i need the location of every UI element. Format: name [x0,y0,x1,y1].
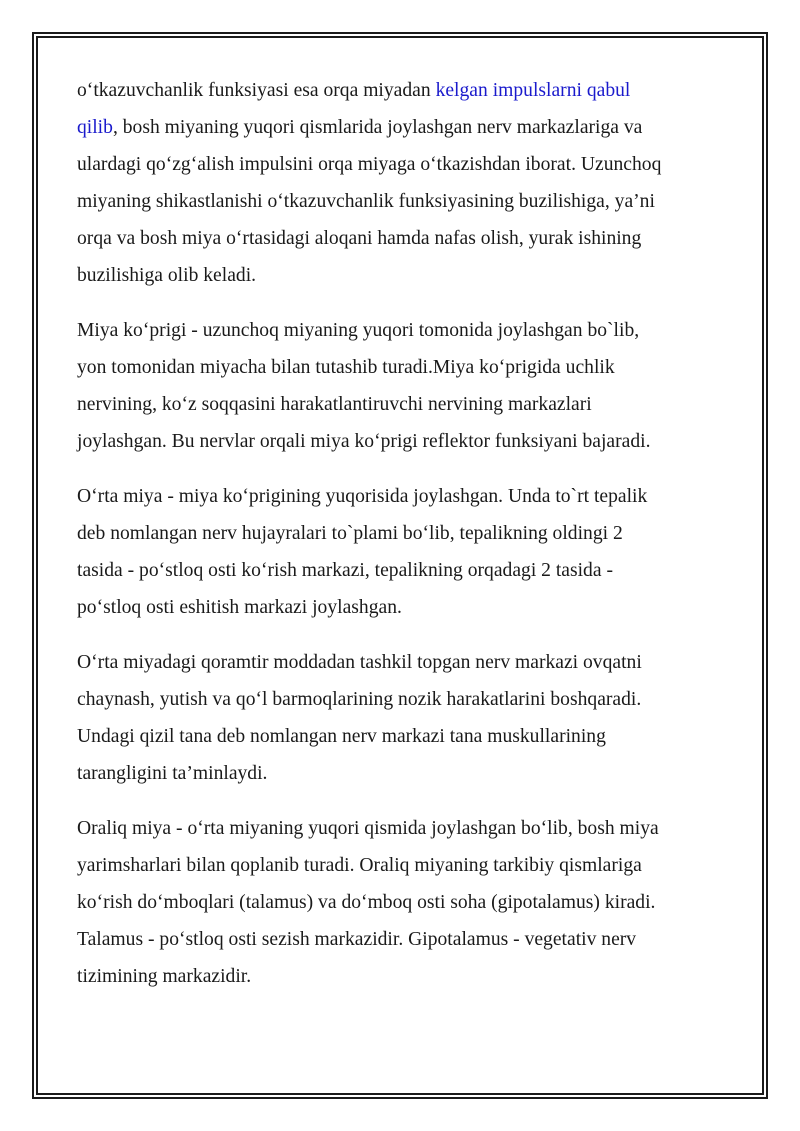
text-line [77,884,727,921]
text-run: miyaning shikastlanishi o‘tkazuvchanlik funksiyasining buzilishiga, ya’ni [77,191,655,212]
paragraph [77,312,727,460]
text-line [77,589,727,626]
text-line [77,312,727,349]
text-line [77,257,727,294]
text-run: nervining, ko‘z soqqasini harakatlantiruvchi nervining markazlari [77,394,592,415]
text-run: buzilishiga olib keladi. [77,265,257,286]
text-run: deb nomlangan nerv hujayralari to`plami bo‘lib, tepalikning oldingi 2 [77,523,623,544]
paragraph [77,644,727,792]
paragraph [77,72,727,294]
text-run: chaynash, yutish va qo‘l barmoqlarining nozik harakatlarini boshqaradi. [77,689,642,710]
text-run: joylashgan. Bu nervlar orqali miya ko‘prigi reflektor funksiyani bajaradi. [77,431,651,452]
text-line [77,386,727,423]
text-run: Talamus - po‘stloq osti sezish markazidir. Gipotalamus - vegetativ nerv [77,929,637,950]
text-line [77,423,727,460]
text-line [77,718,727,755]
text-run: tizimining markazidir. [77,966,252,987]
text-run: Oraliq miya - o‘rta miyaning yuqori qismida joylashgan bo‘lib, bosh miya [77,818,659,839]
text-run: o‘tkazuvchanlik funksiyasi esa orqa miyadan [77,80,436,101]
text-line [77,847,727,884]
text-run: Miya ko‘prigi - uzunchoq miyaning yuqori tomonida joylashgan bo`lib, [77,320,640,341]
text-line [77,958,727,995]
paragraph [77,810,727,995]
text-line [77,755,727,792]
text-run: po‘stloq osti eshitish markazi joylashgan. [77,597,402,618]
text-run: tarangligini ta’minlaydi. [77,763,268,784]
text-run: O‘rta miyadagi qoramtir moddadan tashkil topgan nerv markazi ovqatni [77,652,642,673]
text-run: ulardagi qo‘zg‘alish impulsini orqa miyaga o‘tkazishdan iborat. Uzunchoq [77,154,662,175]
text-run: yarimsharlari bilan qoplanib turadi. Oraliq miyaning tarkibiy qismlariga [77,855,642,876]
text-line [77,72,727,109]
text-line [77,220,727,257]
text-line [77,552,727,589]
text-line [77,146,727,183]
text-line [77,644,727,681]
text-run: yon tomonidan miyacha bilan tutashib turadi.Miya ko‘prigida uchlik [77,357,615,378]
text-line [77,349,727,386]
text-run: , bosh miyaning yuqori qismlarida joylashgan nerv markazlariga va [112,117,643,138]
text-line [77,681,727,718]
text-run: O‘rta miya - miya ko‘prigining yuqorisida joylashgan. Unda to`rt tepalik [77,486,648,507]
paragraph [77,478,727,626]
text-run: orqa va bosh miya o‘rtasidagi aloqani hamda nafas olish, yurak ishining [77,228,642,249]
text-run: tasida - po‘stloq osti ko‘rish markazi, tepalikning orqadagi 2 tasida - [77,560,613,581]
text-line [77,515,727,552]
document-body [77,72,727,1013]
text-run: ko‘rish do‘mboqlari (talamus) va do‘mboq osti soha (gipotalamus) kiradi. [77,892,656,913]
text-line [77,810,727,847]
hyperlink-text[interactable]: qilib [77,117,113,138]
text-run: Undagi qizil tana deb nomlangan nerv markazi tana muskullarining [77,726,606,747]
text-line [77,109,727,146]
text-line [77,921,727,958]
text-line [77,183,727,220]
text-line [77,478,727,515]
hyperlink-text[interactable]: kelgan impulslarni qabul [435,80,631,101]
